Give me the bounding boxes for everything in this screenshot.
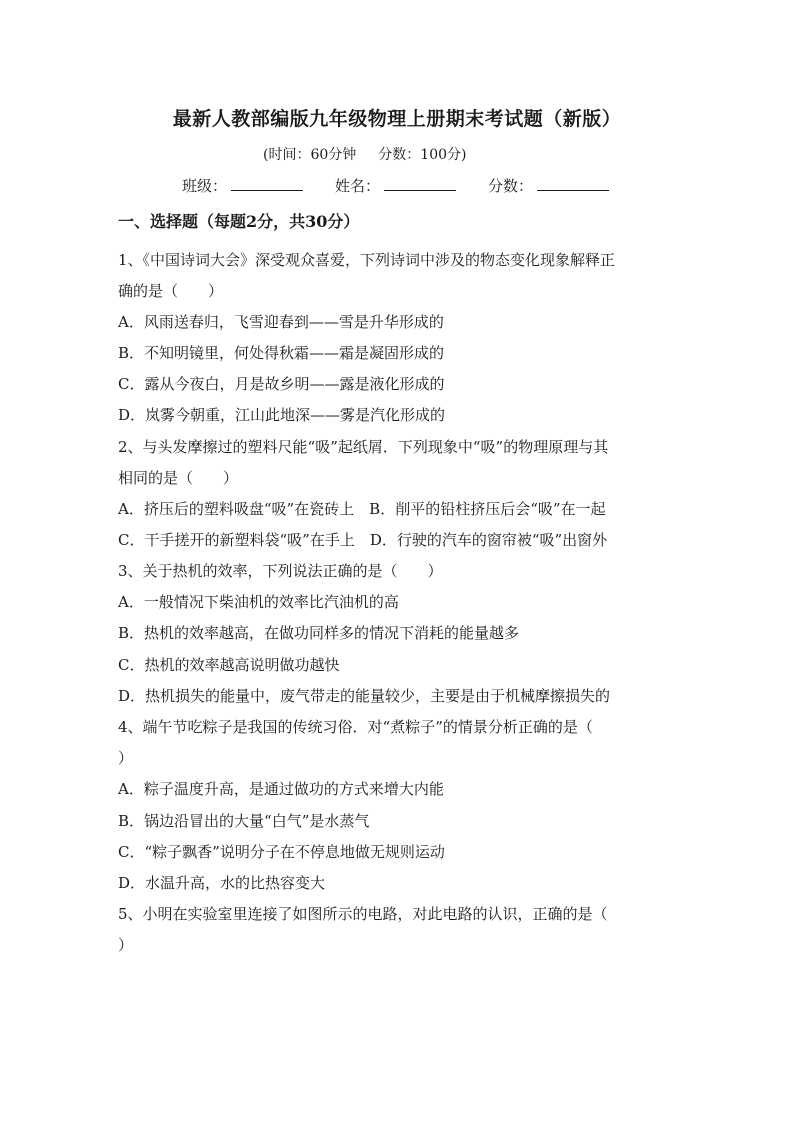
name-label: 姓名： [335, 177, 381, 195]
exam-meta [263, 144, 466, 164]
option-line: A．一般情况下柴油机的效率比汽油机的高 [118, 593, 399, 611]
question-line: ） [118, 936, 134, 954]
question-line: 相同的是（ ） [118, 469, 239, 487]
exam-total-score: 分数：100分) [378, 147, 467, 163]
option-line: B．不知明镜里，何处得秋霜——霜是凝固形成的 [118, 344, 445, 362]
question-line: 4、端午节吃粽子是我国的传统习俗．对“煮粽子”的情景分析正确的是（ [118, 718, 593, 736]
question-line: ） [118, 749, 134, 767]
option-line: B．锅边沿冒出的大量“白气”是水蒸气 [118, 812, 370, 830]
score-label: 分数： [488, 177, 534, 195]
name-field [335, 175, 456, 196]
question-line: 1、《中国诗词大会》深受观众喜爱，下列诗词中涉及的物态变化现象解释正 [118, 251, 616, 269]
option-line: C．露从今夜白，月是故乡明——露是液化形成的 [118, 375, 445, 393]
option-line: D．热机损失的能量中，废气带走的能量较少，主要是由于机械摩擦损失的 [118, 687, 611, 705]
question-line: 5、小明在实验室里连接了如图所示的电路，对此电路的认识，正确的是（ [118, 905, 608, 923]
score-blank [537, 176, 609, 191]
option-line: D．水温升高，水的比热容变大 [118, 874, 326, 892]
option-line: C．“粽子飘香”说明分子在不停息地做无规则运动 [118, 843, 445, 861]
option-line: A．风雨送春归，飞雪迎春到——雪是升华形成的 [118, 313, 444, 331]
exam-time: (时间：60分钟 [263, 147, 357, 163]
option-line: C．干手搓开的新塑料袋“吸”在手上 D．行驶的汽车的窗帘被“吸”出窗外 [118, 531, 608, 549]
option-line: A．粽子温度升高，是通过做功的方式来增大内能 [118, 780, 444, 798]
name-blank [384, 176, 456, 191]
class-field [182, 175, 303, 196]
option-line: D．岚雾今朝重，江山此地深——雾是汽化形成的 [118, 406, 446, 424]
question-line: 3、关于热机的效率，下列说法正确的是（ ） [118, 562, 443, 580]
class-label: 班级： [182, 177, 228, 195]
score-field [488, 175, 609, 196]
question-line: 2、与头发摩擦过的塑料尺能“吸”起纸屑．下列现象中“吸”的物理原理与其 [118, 438, 609, 456]
section-heading: 一、选择题（每题2分，共30分） [118, 212, 360, 231]
page-title: 最新人教部编版九年级物理上册期末考试题（新版） [172, 108, 622, 130]
question-line: 确的是（ ） [118, 282, 224, 300]
option-line: C．热机的效率越高说明做功越快 [118, 656, 340, 674]
option-line: A．挤压后的塑料吸盘“吸”在瓷砖上 B．削平的铅柱挤压后会“吸”在一起 [118, 500, 606, 518]
option-line: B．热机的效率越高，在做功同样多的情况下消耗的能量越多 [118, 624, 520, 642]
class-blank [231, 176, 303, 191]
